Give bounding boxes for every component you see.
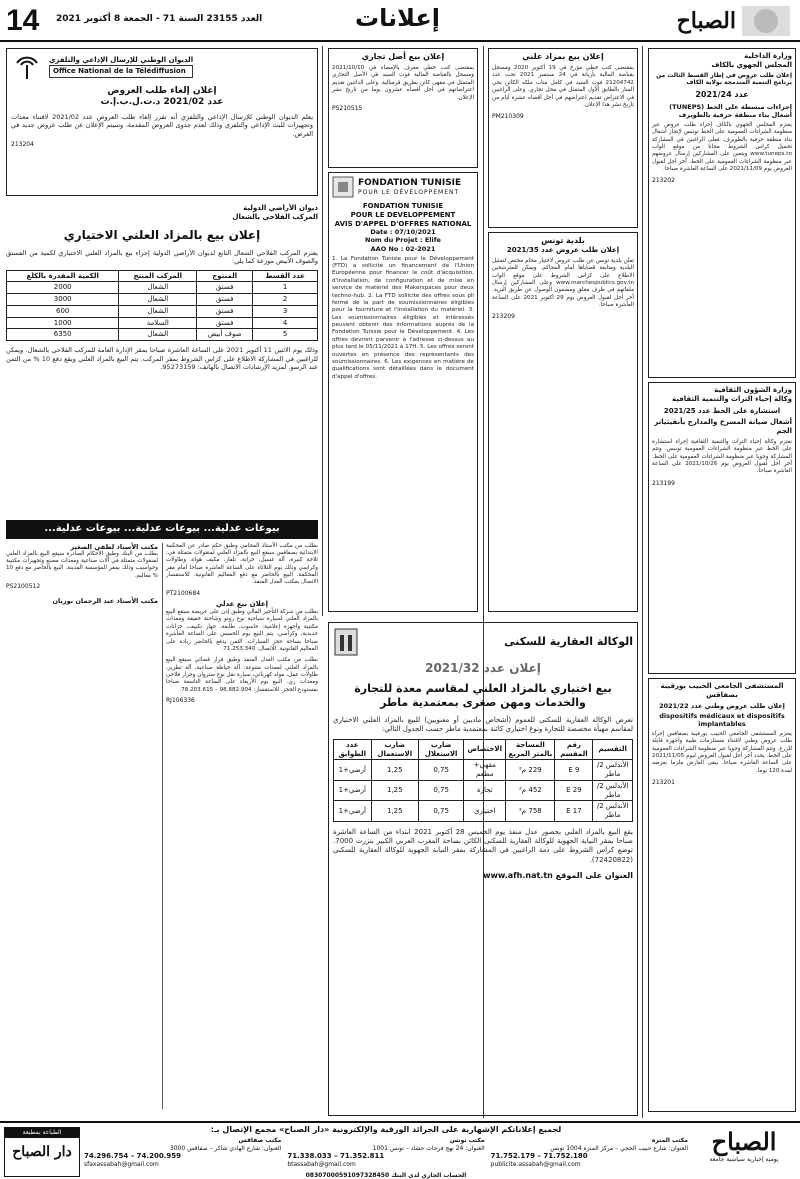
footer-brand-name: الصباح [711, 1127, 777, 1156]
afh-header [333, 627, 633, 657]
ad-title: وكالة إحياء التراث والتنمية الثقافية [672, 394, 792, 403]
table-cell: 6350 [7, 329, 119, 341]
ad-body: تعلن بلدية تونس عن طلب عروض لاختيار محام مختص لتمثيل البلدية ومتابعة قضاياها أمام المحاكم. ويمكن للمترشحين الاطلاع على كراس الشروط على موقع الواب www.marchespublics.gov.tn وعلى المشاركين إرسال ملفاتهم في ظرف مغلق ومضمون الوصول عن طريق البريد. آخر أجل لقبول العروض يوم 29 أكتوبر 2021 على الساعة العاشرة صباحا. [492, 257, 634, 308]
ad-org: ديوان الأراضي الدولية [243, 204, 318, 212]
table-header-cell: المركب المنتج [119, 270, 197, 282]
table-row [7, 305, 318, 317]
printer-brand: دار الصباح [12, 1143, 72, 1160]
table-cell: E 29 [555, 780, 593, 801]
footer-brand [694, 1127, 794, 1164]
ad-title: الوكالة العقارية للسكنى [504, 635, 633, 649]
page-header [0, 0, 800, 42]
table-row [7, 294, 318, 306]
table-cell: الأندلس 2/ماطر [593, 780, 633, 801]
legal-sale-body: بطلب من البنك وطبق الأحكام الصادرة سيقع البيع بالمزاد العلني لمنقولات متمثلة في آلات صناعية ومعدات مصنع وتجهيزات مكتبية وحواسيب وذلك بمقر المؤسسة المدينة. البيع بالحاضر مع دفع 10 % معاليم. [6, 550, 158, 579]
ad-code: 213202 [652, 177, 675, 185]
ad-org: المركب الفلاحي بالشعال [232, 212, 318, 221]
ad-code: 213209 [492, 313, 515, 321]
printer-label: الطباعة بمطبعة [5, 1128, 79, 1138]
ad-subtitle: إعلان طلب عروض وطني عدد 2021/22 [659, 701, 785, 710]
legal-sales-banner: بيوعات عدلية... بيوعات عدلية... بيوعات عدلية... [6, 520, 318, 539]
table-row [7, 282, 318, 294]
table-cell: 1000 [7, 317, 119, 329]
table-cell: أرضي+1 [334, 780, 372, 801]
ad-heritage-agency [648, 382, 796, 674]
table-cell: 1,25 [371, 780, 418, 801]
ad-title: AVIS D'APPEL D'OFFRES NATIONAL [334, 219, 472, 228]
logo-text: الصباح [676, 8, 736, 34]
table-header-cell: عدد القسط [253, 270, 318, 282]
office-name: مكتب صفاقس [238, 1137, 282, 1144]
column-right [648, 48, 796, 1118]
table-cell: 2 [253, 294, 318, 306]
office-logo [11, 53, 313, 81]
ad-heading: إجراءات مبسطة على الخط (TUNEPS) [669, 102, 792, 111]
ad-body: 1. La Fondation Tunisie pour le Développement (FTD) a sollicité un financement de l'Union Européenne pour financer le coût d'acquisition, d'installation, de configuration et de mise en service de matériel des Makerspaces pour deux techno-hub. 2. La FTD sollicite des offres sous pli fermé de la part de soumissionnaires éligibles pour la fourniture et l'installation du matériel. 3. Les soumissionnaires éligibles et intéressés peuvent obtenir des informations auprès de la Fondation Tunisie pour le Développement. 4. Les offres devront parvenir à l'adresse ci-dessus au plus tard le 05/11/2021 à 17H. 5. Les offres seront ouvertes en présence des représentants des soumissionnaires. 6. Les exigences en matière de qualifications sont détaillées dans le document d'appel d'offres. [332, 255, 474, 380]
column-second [488, 48, 638, 618]
table-cell: الشعال [119, 305, 197, 317]
legal-sale-signature: مكتب الأستاذ عبد الرحمان بوزيان [52, 596, 158, 605]
ad-heading: أشغال صيانة المسرح والمدارج بأنفيثياتر الجم [654, 418, 792, 435]
ad-code: PT2100684 [166, 589, 201, 597]
table-header-cell: ضارب الاستغلال [418, 739, 463, 760]
ad-org: وزارة الشؤون الثقافية [714, 386, 792, 394]
ad-body: بمقتضى كتب خطي مؤرخ في 19 أكتوبر 2020 ومسجل بقباضة المالية بأريانة في 24 سبتمبر 2021 تحت عدد 21204742 فوت السيد في كامل مناب ملكه الكائن بحي المنار بالطابق الأول المتمثل في محل تجاري. وعلى الراغبين في الاعتراض تقديم اعتراضهم في أجل أقصاه عشرة أيام من تاريخ نشر هذا الإعلان. [492, 65, 634, 108]
footer-offices [84, 1137, 688, 1168]
column-third [328, 48, 478, 618]
afh-logo-icon [333, 627, 359, 657]
table-cell: 0,75 [418, 760, 463, 781]
office-name: مكتب تونس [449, 1137, 485, 1144]
ad-title: إعلان بيع بمزاد علني [522, 52, 604, 61]
ad-body: يقع البيع بالمزاد العلني بحضور عدل منفذ يوم الخميس 28 أكتوبر 2021 ابتداء من الساعة العاشرة صباحا بمقر النيابة الجهوية للوكالة العقارية للسكنى الكائن بساحة المغرب العربي الكبير بنزرت 7000. توضع كراس الشروط على ذمة الراغبين في المشاركة بمقر النيابة الجهوية للوكالة العقارية للسكنى (72420822). [333, 827, 633, 864]
table-cell: الأندلس 2/ماطر [593, 801, 633, 822]
office-email[interactable]: publicite.assabah@gmail.com [490, 1160, 581, 1168]
table-cell: 600 [7, 305, 119, 317]
office-address: العنوان: شارع الهادي شاكر – صفاقس 3000 [169, 1144, 282, 1152]
ad-code: 213204 [11, 141, 34, 149]
table-cell: أرضي+1 [334, 760, 372, 781]
table-cell: الأندلس 2/ماطر [593, 760, 633, 781]
legal-sales-section [6, 520, 318, 1116]
table-row [334, 801, 633, 822]
ad-afh-auction [328, 622, 638, 1116]
table-header-cell: المساحة بالمتر المربع [506, 739, 555, 760]
ad-code: RJ106336 [166, 697, 195, 705]
ad-date: Date : 07/10/2021 [370, 228, 436, 237]
ad-state-lands [6, 204, 318, 516]
ad-code: PS2100512 [6, 583, 41, 591]
table-cell: 0,75 [418, 801, 463, 822]
legal-sale-title: إعلان بيع عدلي [215, 600, 269, 609]
ad-telediffusion [6, 48, 318, 198]
table-row [7, 329, 318, 341]
ad-sfax-hospital [648, 678, 796, 1112]
fondation-brand: FONDATION TUNISIE [358, 177, 462, 188]
table-cell: تجارة [464, 780, 506, 801]
table-cell: 2000 [7, 282, 119, 294]
table-cell: السلامة [119, 317, 197, 329]
legal-sale-body: بطلب من شركة التأجير المالي وطبق إذن على عريضة سيقع البيع بالمزاد العلني لسيارة سياحية نوع رونو وشاحنة خفيفة ومعدات مكتبية وأجهزة إعلامية: حاسوب، طابعة، جهاز تكييف، خزانات حديدية، وكراسي. يتم البيع يوم الخميس على الساعة العاشرة صباحا بساحة حجز السيارات. الثمن يدفع بالحاضر زيادة على المعاليم القانونية. للاتصال: 71.253.340. [166, 609, 318, 652]
table-header-cell: الكمية المقدرة بالكلغ [7, 270, 119, 282]
table-cell: فستق [197, 317, 253, 329]
legal-sale-body: بطلب من مكتب العدل المنفذ وطبق قرار قضائي سيقع البيع بالمزاد العلني لمعدات متنوعة: آلة خياطة صناعية، آلة تطريز، طاولات عمل، مولد كهربائي، سيارة نقل نوع ستروان وجرار فلاحي ومعدات ري. البيع يوم الأربعاء على الساعة التاسعة صباحا بمستودع الحجز. للاستفسار: 98.682.904 – 78.203.615. [166, 657, 318, 693]
ad-org: بلدية تونس [541, 236, 585, 245]
issue-meta: العدد 23155 السنة 71 - الجمعة 8 أكتوبر 2021 [56, 14, 263, 24]
ad-project: Nom du Projet : Elife [365, 236, 441, 245]
table-cell: مقهى+ مطعم [464, 760, 506, 781]
office-phone: 71.752.179 – 71.752.180 [490, 1152, 588, 1160]
afh-lots-table [333, 739, 633, 822]
office-menzah [491, 1137, 688, 1168]
table-cell: صوف أبيض [197, 329, 253, 341]
table-cell: فستق [197, 305, 253, 317]
antenna-icon [11, 53, 43, 81]
ad-body: وذلك يوم الاثنين 11 أكتوبر 2021 على الساعة العاشرة صباحا بمقر الإدارة العامة للمركب الفلاحي بالشعال. ويمكن للراغبين في المشاركة الاطلاع على كراس الشروط بمقر المركب. يتم البيع بالمزاد العلني ويقع دفع 10 % من الثمن عند الرسو. لمزيد الإرشادات الاتصال بالهاتف: 95273159. [6, 346, 319, 372]
table-cell: الشعال [119, 329, 197, 341]
table-cell: 229 م² [506, 760, 555, 781]
table-cell: 1,25 [371, 760, 418, 781]
table-cell: اختياري [464, 801, 506, 822]
office-sfax [84, 1137, 281, 1168]
footer-brand-sub: يومية إخبارية سياسية جامعة [709, 1156, 779, 1163]
ad-business-sale [488, 48, 638, 228]
table-cell: أرضي+1 [334, 801, 372, 822]
office-phone: 74.296.754 – 74.200.959 [84, 1152, 181, 1160]
table-header-cell: ضارب الاستعمال [371, 739, 418, 760]
legal-sale-body: بطلب من مكتب الأستاذ المحامي وطبق حكم صادر عن المحكمة الابتدائية بصفاقس سيقع البيع بالمزاد العلني لمنقولات متمثلة في: ثلاجة كبيرة، آلة غسيل، خزانة، تلفاز، مكيف هواء، وطاولات وكراسي وذلك يوم الثلاثاء على الساعة العاشرة صباحا أمام مقر المحكمة. البيع بالحاضر مع دفع المعاليم القانونية. للاستفسار الاتصال بمكتب العدل المنفذ. [166, 542, 318, 586]
ad-body: يعتزم المجلس الجهوي بالكاف إجراء طلب عروض عبر منظومة الشراءات العمومية على الخط تونبس لإنجاز أشغال بناء منطقة حرفية بالطويرف. فعلى الراغبين في المشاركة تحميل كراس الشروط مجانا من موقع الواب www.tuneps.tn ويتعين على المشاركين إرسال عروضهم عبر منظومة الشراءات العمومية على الخط. آخر أجل لقبول العروض يوم 2021/11/09 على الساعة العاشرة صباحا. [652, 121, 792, 172]
ad-business-sale-2 [328, 48, 478, 168]
table-cell: 758 م² [506, 801, 555, 822]
fondation-emblem-icon [332, 176, 354, 198]
footer-notice: لجميع إعلاناتكم الإشهارية على الجرائد الورقية والإلكترونية «دار الصباح» مجمع الإتصال بـ: [210, 1125, 562, 1134]
table-cell: الشعال [119, 282, 197, 294]
table-cell: فستق [197, 294, 253, 306]
ad-body: يعلم الديوان الوطني للإرسال الإذاعي والتلفزي أنه تقرر إلغاء طلب العروض عدد 2021/02 لاقتناء معدات وتجهيزات للبث الإذاعي والتلفزي وذلك لعدم جدوى العروض المقدمة، وسيتم الإعلان عن طلب عروض جديد في الغرض. [11, 112, 313, 138]
ad-title: POUR LE DEVELOPPEMENT [350, 210, 456, 219]
table-header-cell: عدد الطوابق [334, 739, 372, 760]
ad-french-title: dispositifs médicaux et dispositifs implantables [659, 711, 785, 728]
ad-tunis-municipality [488, 232, 638, 612]
ad-number: AAO No : 02-2021 [370, 244, 436, 253]
ad-title: إعلان إلغاء طلب العروض [107, 86, 217, 96]
table-cell: 3 [253, 305, 318, 317]
table-cell: 4 [253, 317, 318, 329]
ad-subtitle: إعلان طلب عروض في إطار القسط الثالث من برنامج التنمية المندمجة بولاية الكاف [656, 71, 792, 86]
table-header-row [7, 270, 318, 282]
ad-body: بمقتضى كتب خطي معرف بالإمضاء في 2021/10/10 ومسجل بالقباضة المالية فوت السيد في الأصل التجاري المتمثل في مقهى كائن بطريق قرمبالية. وعلى الدائنين تقديم اعتراضاتهم في أجل أقصاه عشرون يوما من تاريخ نشر الإعلان. [332, 65, 474, 101]
ad-code: PS210515 [332, 104, 363, 112]
office-phone: 71.338.033 – 71.352.811 [287, 1152, 385, 1160]
ad-code: 213201 [652, 779, 675, 787]
fondation-logo [332, 176, 474, 198]
column-divider [322, 46, 323, 616]
table-header-cell: الاختصاص [464, 739, 506, 760]
ad-title: إعلان طلب عروض عدد 2021/35 [506, 246, 620, 254]
ad-number: عدد 2021/24 [695, 89, 749, 99]
table-header-cell: رقم المقسم [555, 739, 593, 760]
table-cell: 1,25 [371, 801, 418, 822]
office-email[interactable]: btassabah@gmail.com [287, 1160, 356, 1168]
newspaper-logo [662, 2, 792, 40]
footer-account: الحساب الجاري لدى البنك 08307000591097328450 [305, 1172, 467, 1179]
table-cell: 5 [253, 329, 318, 341]
legal-sales-columns [6, 543, 318, 1109]
ad-title: FONDATION TUNISIE [362, 202, 444, 210]
office-tunis [287, 1137, 484, 1168]
table-cell: 452 م² [506, 780, 555, 801]
page-number: 14 [6, 4, 40, 37]
website-label: العنوان على الموقع [555, 870, 633, 880]
table-row [7, 317, 318, 329]
ad-kef-council [648, 48, 796, 378]
ad-body: يعتزم المستشفى الجامعي الحبيب بورقيبة بصفاقس إجراء طلب عروض وطني لاقتناء مستلزمات طبية وأجهزة قابلة للزرع. وتتم المشاركة وجوبا عبر منظومة الشراءات العمومية على الخط. يحدد آخر أجل لقبول العروض ليوم 2021/11/05 على الساعة العاشرة صباحا. يبقى العارض ملزما بعرضه لمدة 120 يوما. [652, 730, 792, 774]
website-link[interactable]: www.afh.nat.tn [483, 870, 553, 880]
printer-box [4, 1127, 80, 1177]
ad-intro: يعتزم المركب الفلاحي الشعال التابع لديوان الأراضي الدولية إجراء بيع بالمزاد العلني الاختياري لكمية من الفستق والصوف الأبيض موزعة كما يلي: [6, 248, 318, 266]
office-address: العنوان: 24 نهج فرحات حشاد – تونس 1001 [372, 1144, 485, 1152]
afh-website-line [333, 871, 633, 881]
ad-body: تعتزم وكالة إحياء التراث والتنمية الثقافية إجراء استشارة على الخط عبر منظومة الشراءات العمومية تونبس. وتتم المشاركة وجوبا عبر منظومة الشراءات العمومية على الخط. آخر أجل لقبول العروض يوم 2021/10/26 على الساعة العاشرة صباحا. [652, 438, 792, 475]
table-row [334, 760, 633, 781]
office-address: العنوان: شارع حبيب الحجي – مركز المنزه 1004 تونس [550, 1144, 688, 1152]
table-row [334, 780, 633, 801]
office-name-ar: الديوان الوطني للإرسال الإذاعي والتلفزي [49, 56, 194, 65]
ad-intro: تعرض الوكالة العقارية للسكنى للعموم (أشخاص ماديين أو معنويين) للبيع بالمزاد العلني الاختياري لمقاسم مهيأة مخصصة للتجارة ونوع اختياري كائنة بمعتمدية ماطر حسب الجدول التالي: [333, 715, 633, 733]
column-divider [642, 46, 643, 1118]
section-title: إعلانات [355, 4, 440, 32]
ad-title: المستشفى الجامعي الحبيب بورقيبة بصفاقس [660, 682, 784, 699]
table-cell: 0,75 [418, 780, 463, 801]
table-cell: E 17 [555, 801, 593, 822]
ad-number: عدد 2021/02 د.ت.ل.ب.إ.ت [100, 97, 224, 108]
ad-code: 213199 [652, 479, 675, 487]
ad-fondation-tunisie [328, 172, 478, 612]
table-cell: 3000 [7, 294, 119, 306]
lands-lots-table [6, 270, 318, 342]
fondation-brand-sub: POUR LE DÉVELOPPEMENT [358, 188, 460, 196]
ad-heading: أشغال بناء منطقة حرفية بالطويرف [678, 110, 792, 119]
table-cell: فستق [197, 282, 253, 294]
ad-title: إعلان بيع أصل تجاري [361, 52, 445, 61]
telediffusion-box [6, 48, 318, 196]
office-email[interactable]: sfaxassabah@gmail.com [84, 1160, 159, 1168]
table-header-row [334, 739, 633, 760]
table-cell: E 9 [555, 760, 593, 781]
ad-heading: بيع اختياري بالمزاد العلني لمقاسم معدة للتجارة والخدمات ومهن صغرى بمعتمدية ماطر [354, 682, 612, 709]
table-header-cell: المنتوج [197, 270, 253, 282]
ad-org: وزارة الداخلية [744, 52, 792, 60]
legal-sales-col-b [6, 543, 158, 1109]
ad-code: PM210309 [492, 113, 524, 121]
ad-title: المجلس الجهوي بالكاف [711, 60, 792, 69]
ad-number: إعلان عدد 2021/32 [425, 661, 541, 675]
legal-sale-signature: مكتب الأستاذ لطفي الصغير [70, 542, 158, 551]
ad-title: إعلان بيع بالمزاد العلني الاختياري [63, 227, 261, 242]
office-name: مكتب المنزه [651, 1137, 688, 1144]
table-header-cell: التقسيم [593, 739, 633, 760]
legal-sales-col-a [162, 543, 318, 1109]
table-cell: الشعال [119, 294, 197, 306]
ad-subtitle: استشارة على الخط عدد 2021/25 [663, 406, 781, 415]
table-cell: 1 [253, 282, 318, 294]
page-footer [0, 1121, 800, 1179]
office-name-fr: Office National de la Télédiffusion [49, 65, 193, 78]
